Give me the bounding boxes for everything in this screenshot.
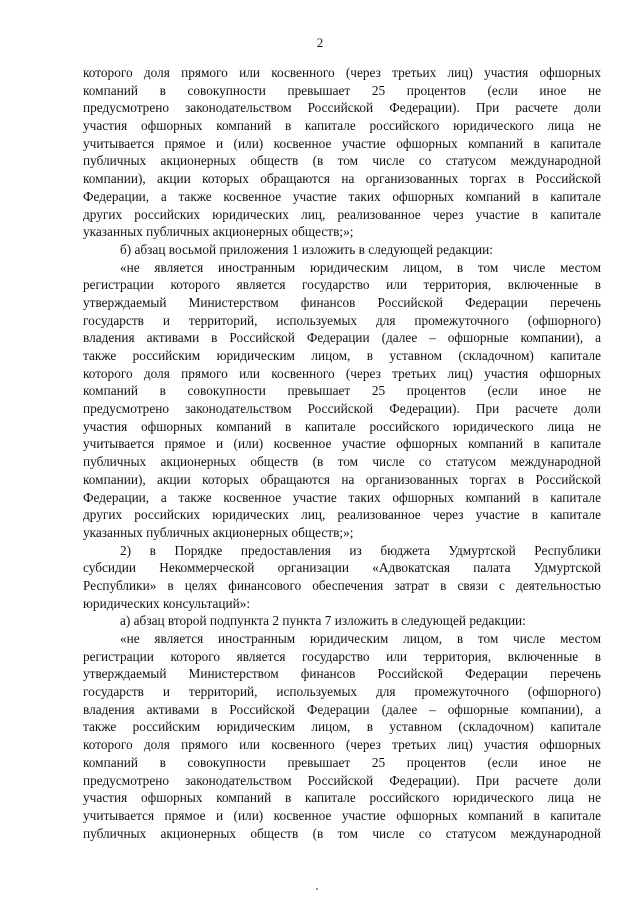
text-line: также российским юридическим лицом, в уставном (складочном) капитале (83, 719, 601, 735)
text-line: утверждаемый Министерством финансов Российской Федерации перечень (83, 666, 601, 682)
text-line: публичных акционерных обществ (в том числе со статусом международной (83, 153, 601, 169)
text-line: юридических консультаций»: (83, 595, 251, 611)
text-line: учитывается прямое и (или) косвенное участие офшорных компаний в капитале (83, 436, 601, 452)
text-line: «не является иностранным юридическим лицом, в том числе местом (120, 259, 601, 275)
text-line: государств и территорий, используемых для промежуточного (офшорного) (83, 312, 601, 328)
text-line: участия офшорных компаний в капитале российского юридического лица не (83, 790, 601, 806)
text-line: компаний в совокупности превышает 25 процентов (если иное не (83, 754, 601, 770)
text-line: предусмотрено законодательством Российской Федерации). При расчете доли (83, 100, 601, 116)
text-line: указанных публичных акционерных обществ;»; (83, 224, 354, 240)
text-line: также российским юридическим лицом, в уставном (складочном) капитале (83, 348, 601, 363)
scan-artifact-dot (316, 888, 318, 890)
text-line: компаний в совокупности превышает 25 процентов (если иное не (83, 383, 601, 399)
text-line: регистрации которого является государство или территория, включенные в (83, 648, 601, 664)
text-line: компании), акции которых обращаются на организованных торгах в Российской (83, 171, 601, 187)
text-line: других российских юридических лиц, реализованное через участие в капитале (83, 206, 601, 222)
text-line: компаний в совокупности превышает 25 процентов (если иное не (83, 82, 601, 98)
text-line: утверждаемый Министерством финансов Российской Федерации перечень (83, 294, 601, 310)
text-line: Федерации, а также косвенное участие таких офшорных компаний в капитале (83, 489, 601, 505)
text-line: субсидии Некоммерческой организации «Адвокатская палата Удмуртской (83, 560, 601, 576)
text-line: указанных публичных акционерных обществ;»; (83, 524, 354, 540)
text-line: учитывается прямое и (или) косвенное участие офшорных компаний в капитале (83, 807, 601, 823)
text-line: 2) в Порядке предоставления из бюджета Удмуртской Республики (120, 542, 601, 558)
text-line: государств и территорий, используемых для промежуточного (офшорного) (83, 684, 601, 700)
text-line: учитывается прямое и (или) косвенное участие офшорных компаний в капитале (83, 135, 601, 151)
text-line: Федерации, а также косвенное участие таких офшорных компаний в капитале (83, 188, 601, 204)
text-line: регистрации которого является государство или территория, включенные в (83, 277, 601, 293)
text-line: которого доля прямого или косвенного (через третьих лиц) участия офшорных (83, 365, 601, 381)
text-line: участия офшорных компаний в капитале российского юридического лица не (83, 418, 601, 434)
page-number: 2 (316, 35, 324, 50)
text-line: Республики» в целях финансового обеспечения затрат в связи с деятельностью (83, 577, 601, 593)
text-line: «не является иностранным юридическим лицом, в том числе местом (120, 631, 601, 646)
text-line: публичных акционерных обществ (в том числе со статусом международной (83, 825, 601, 841)
text-line: владения активами в Российской Федерации (далее – офшорные компании), а (83, 701, 601, 717)
text-line: б) абзац восьмой приложения 1 изложить в следующей редакции: (120, 241, 493, 257)
text-line: компании), акции которых обращаются на организованных торгах в Российской (83, 471, 601, 487)
text-line: которого доля прямого или косвенного (через третьих лиц) участия офшорных (83, 737, 601, 753)
text-line: участия офшорных компаний в капитале российского юридического лица не (83, 118, 601, 134)
text-line: а) абзац второй подпункта 2 пункта 7 изложить в следующей редакции: (120, 613, 526, 629)
text-line: предусмотрено законодательством Российской Федерации). При расчете доли (83, 772, 601, 788)
text-line: публичных акционерных обществ (в том числе со статусом международной (83, 454, 601, 470)
text-line: которого доля прямого или косвенного (через третьих лиц) участия офшорных (83, 65, 601, 80)
text-line: владения активами в Российской Федерации (далее – офшорные компании), а (83, 330, 601, 346)
document-body (83, 64, 601, 842)
text-line: других российских юридических лиц, реализованное через участие в капитале (83, 507, 601, 523)
text-line: предусмотрено законодательством Российской Федерации). При расчете доли (83, 401, 601, 417)
